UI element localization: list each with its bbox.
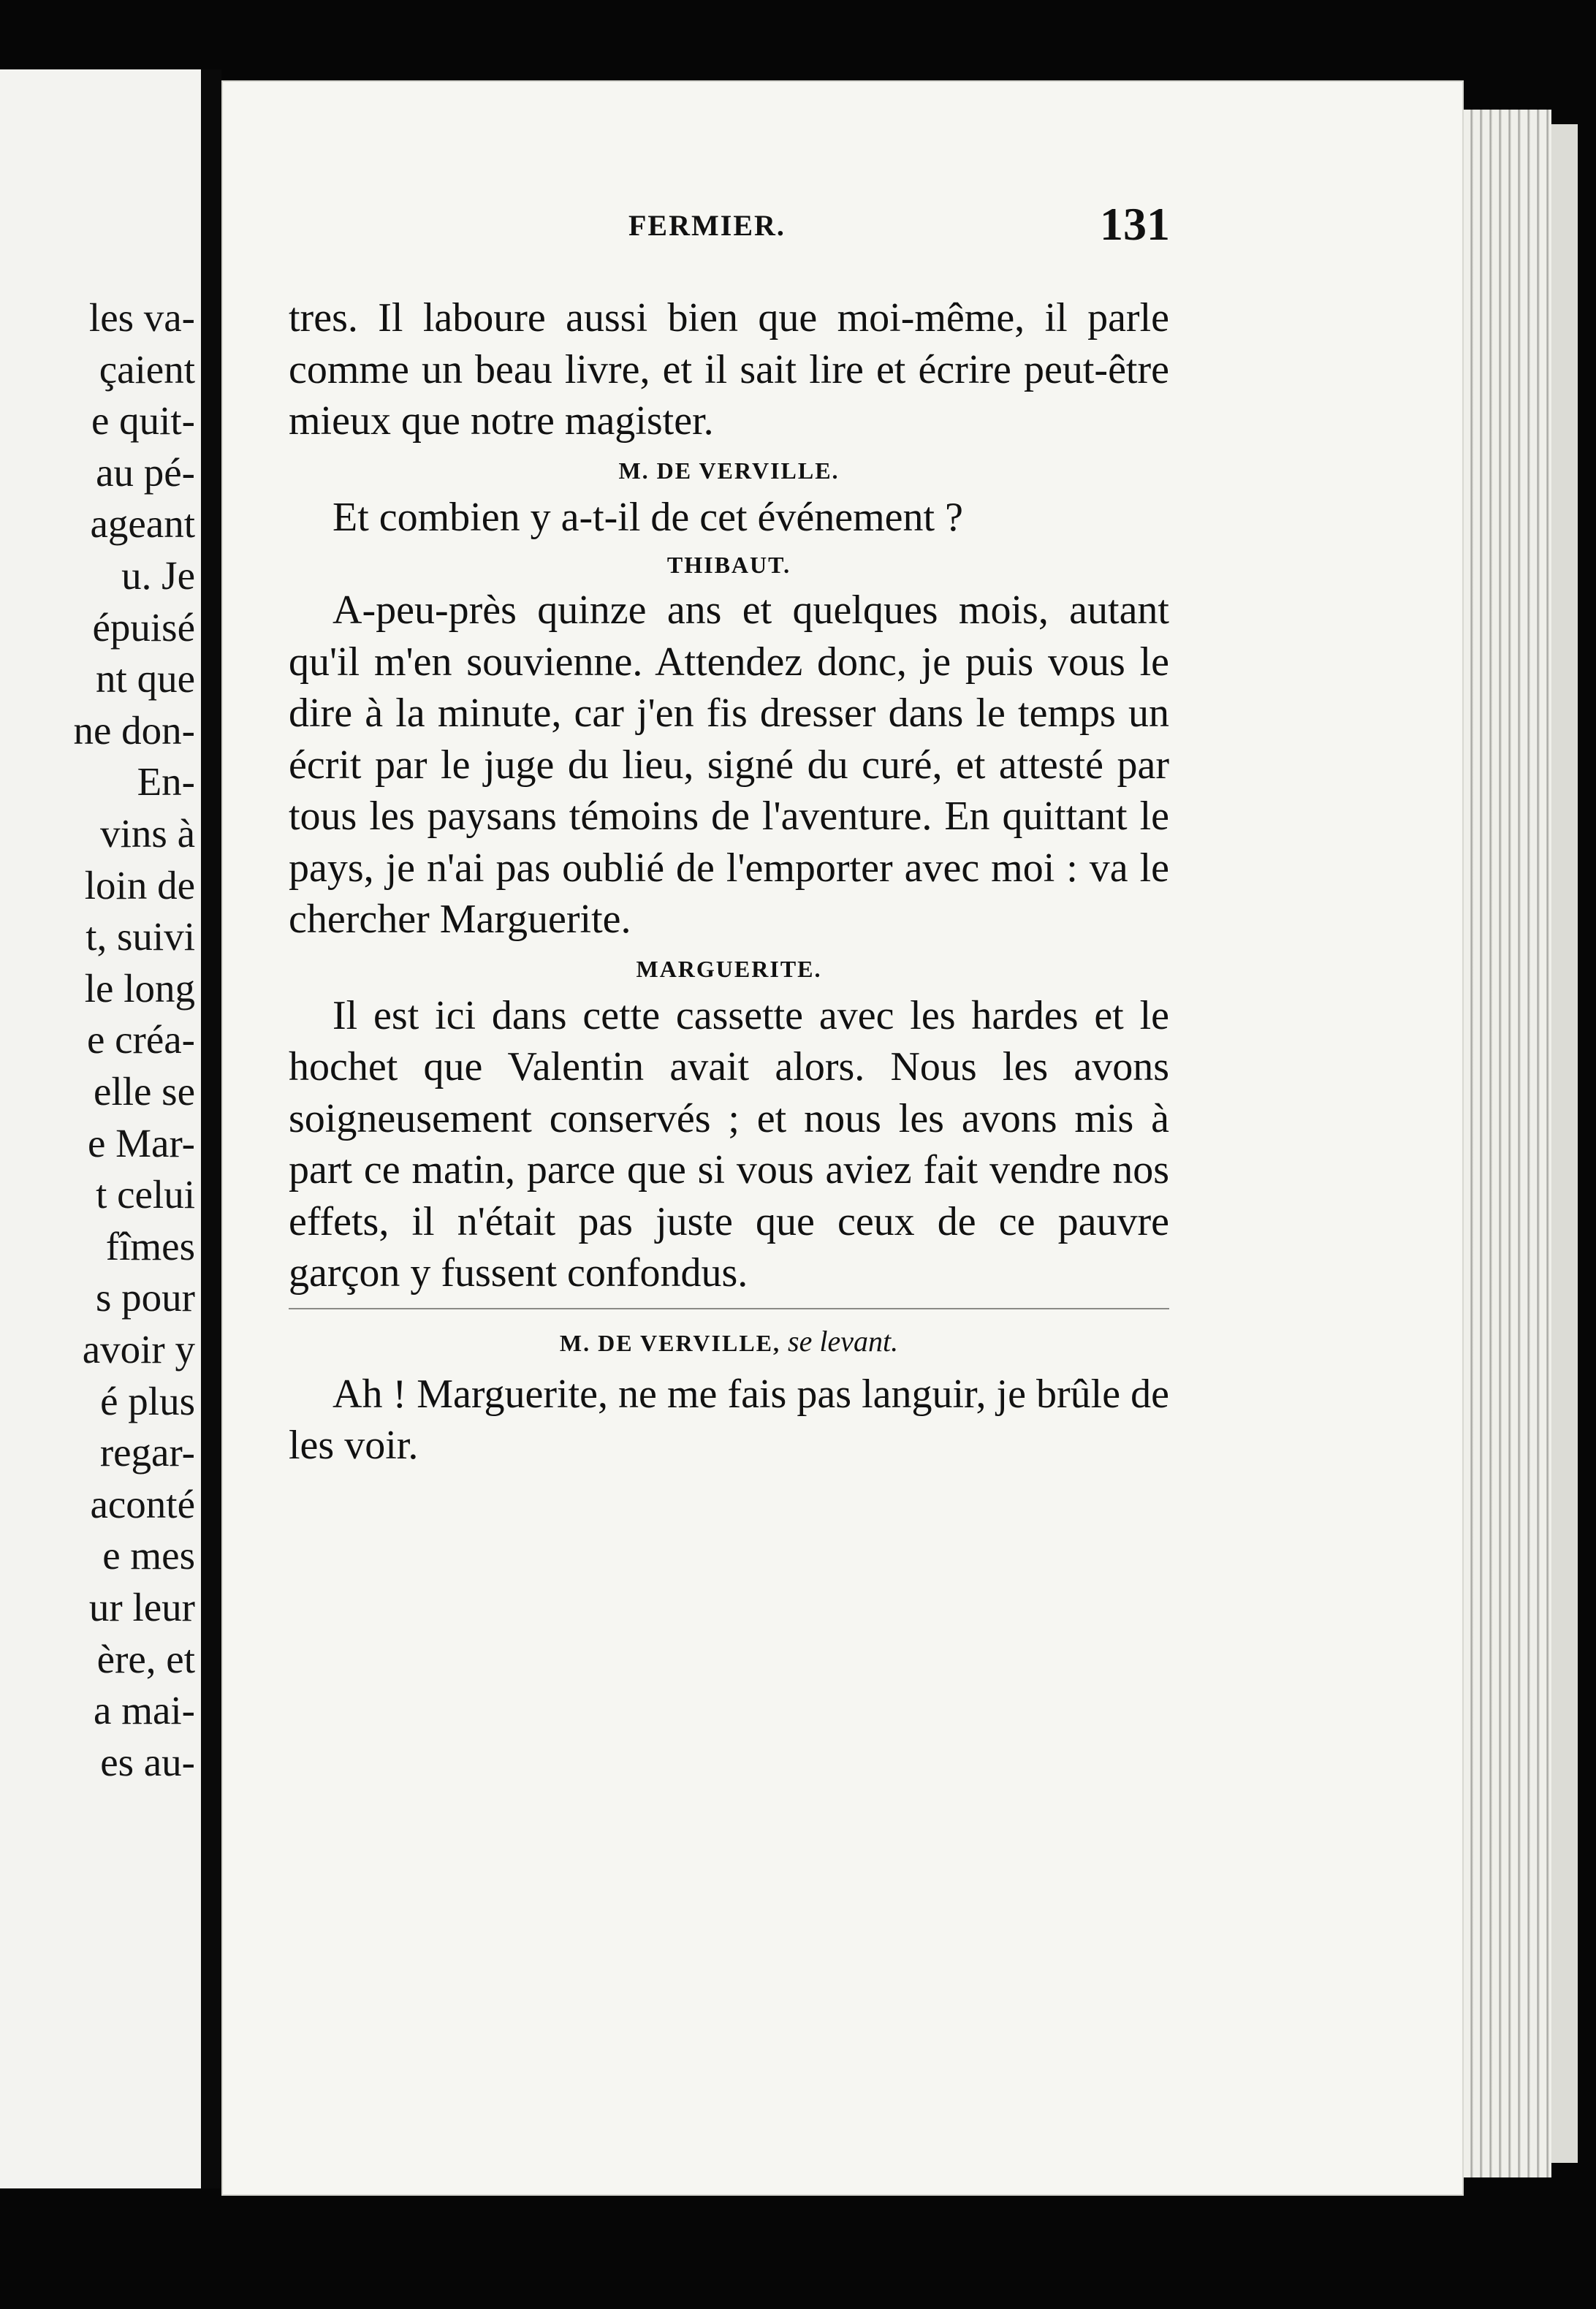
page-edges-outer xyxy=(1551,124,1578,2163)
speaker-heading xyxy=(289,1324,1169,1358)
book-gutter xyxy=(201,69,221,2188)
previous-page-line: aconté xyxy=(90,1481,195,1526)
paragraph: Et combien y a-t-il de cet événement ? xyxy=(332,494,963,540)
divider xyxy=(289,1308,1169,1309)
previous-page-line: vins à xyxy=(100,811,195,856)
previous-page-line: s pour xyxy=(96,1275,195,1320)
running-head: FERMIER. xyxy=(628,209,786,242)
page-text xyxy=(289,292,1169,1472)
previous-page xyxy=(0,69,201,2188)
page-edges xyxy=(1464,110,1551,2177)
previous-page-line: épuisé xyxy=(92,604,195,650)
previous-page-line: En- xyxy=(137,759,195,804)
previous-page-line: loin de xyxy=(84,862,195,908)
previous-page-line: es au- xyxy=(100,1739,195,1784)
paragraph: A-peu-près quinze ans et quelques mois, autant qu'il m'en souvienne. Attendez donc, je puis vous le dire à la minute, car j'en fis dresser dans le temps un écrit par le juge du lieu, signé du curé, et attesté par tous les paysans témoins de l'aventure. En quittant le pays, je n'ai pas oublié de l'emporter avec moi : va le chercher Marguerite. xyxy=(289,587,1169,942)
previous-page-line: e mes xyxy=(102,1533,195,1578)
speaker-heading: THIBAUT. xyxy=(666,552,791,578)
previous-page-line: e quit- xyxy=(91,398,195,444)
speaker-heading: M. DE VERVILLE. xyxy=(618,457,840,484)
previous-page-line: le long xyxy=(84,965,195,1011)
previous-page-line: e Mar- xyxy=(87,1120,195,1165)
paragraph: Il est ici dans cette cassette avec les hardes et le hochet que Valentin avait alors. Nous les avons soigneusement conservés ; et nous les avons mis à part ce matin, parce que si vous aviez fait vendre nos effets, il n'était pas juste que ceux de ce pauvre garçon y fussent confondus. xyxy=(289,992,1169,1296)
previous-page-line: u. Je xyxy=(121,553,195,598)
previous-page-line: t celui xyxy=(96,1172,195,1217)
previous-page-line: t, suivi xyxy=(86,914,195,959)
previous-page-line: é plus xyxy=(100,1378,195,1423)
previous-page-line: regar- xyxy=(99,1430,195,1475)
previous-page-line: nt que xyxy=(96,656,195,701)
previous-page-line: e créa- xyxy=(86,1017,195,1062)
paragraph: Ah ! Marguerite, ne me fais pas languir, je brûle de les voir. xyxy=(289,1371,1169,1468)
speaker-heading: MARGUERITE. xyxy=(636,955,822,982)
previous-page-line: elle se xyxy=(94,1069,195,1114)
previous-page-line: les va- xyxy=(88,295,195,340)
previous-page-line: a mai- xyxy=(94,1688,195,1733)
page-number: 131 xyxy=(1100,198,1170,250)
previous-page-line: fîmes xyxy=(105,1223,195,1268)
previous-page-line: avoir y xyxy=(82,1327,195,1372)
previous-page-line: au pé- xyxy=(96,449,195,495)
paragraph: tres. Il laboure aussi bien que moi-même, il parle comme un beau livre, et il sait lire et écrire peut-être mieux que notre magister. xyxy=(289,295,1169,444)
previous-page-line: ne don- xyxy=(73,707,195,753)
stage-direction: se levant. xyxy=(788,1324,899,1358)
previous-page-line: ère, et xyxy=(96,1636,195,1681)
previous-page-line: çaient xyxy=(99,346,195,392)
previous-page-line: ur leur xyxy=(88,1585,195,1629)
previous-page-line: ageant xyxy=(90,501,195,547)
speaker-name: M. DE VERVILLE, xyxy=(559,1329,781,1356)
